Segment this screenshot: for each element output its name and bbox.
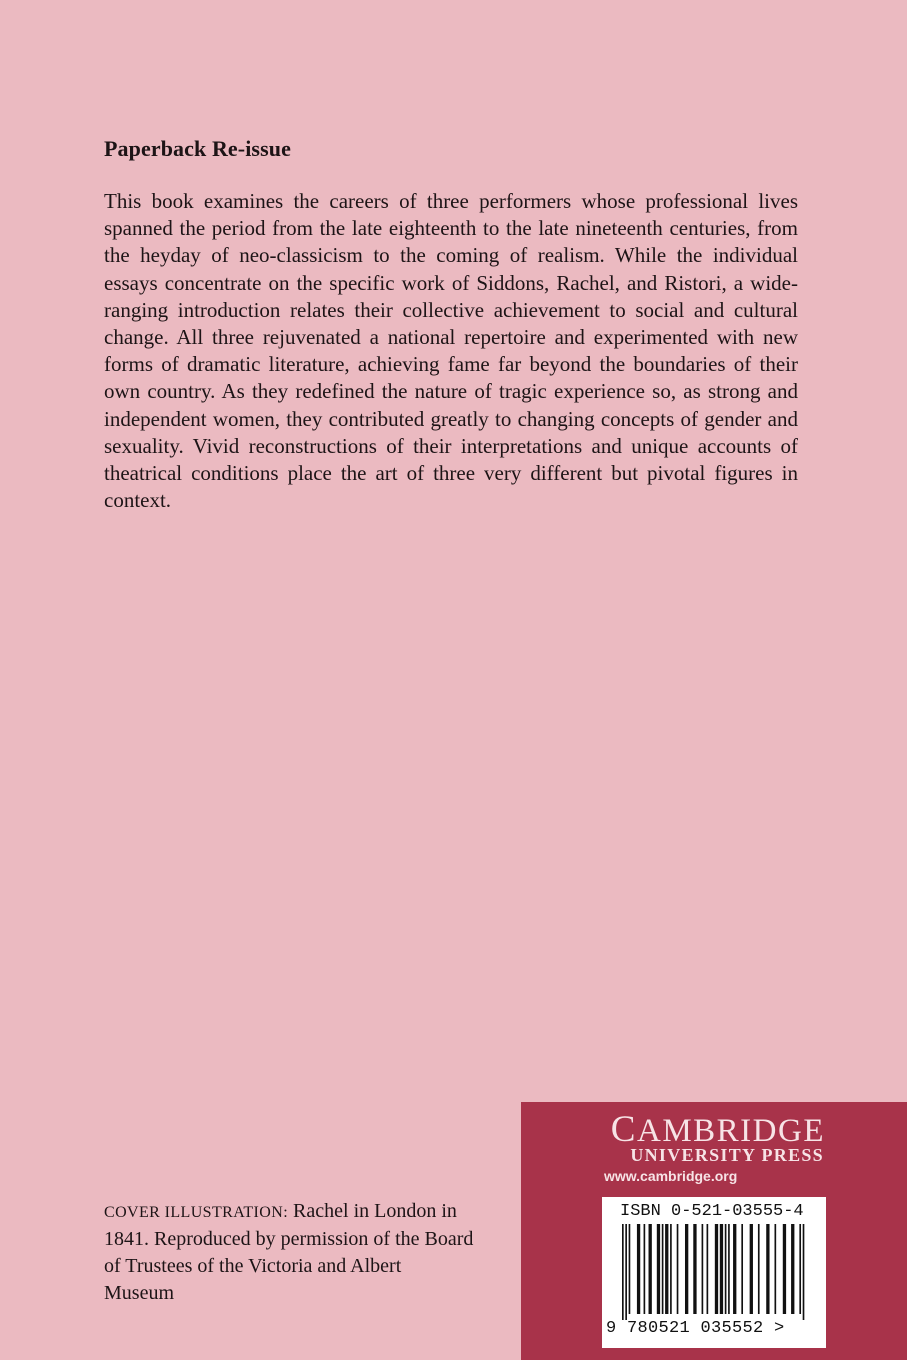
barcode-digits: 9 780521 035552 > (606, 1319, 785, 1338)
barcode-bar (725, 1224, 727, 1314)
barcode-bar (662, 1224, 664, 1314)
barcode-bar (766, 1224, 769, 1314)
barcode-bar (629, 1224, 631, 1314)
cover-illustration-label: COVER ILLUSTRATION: (104, 1204, 289, 1221)
barcode-bar (707, 1224, 709, 1314)
barcode-bar (750, 1224, 753, 1314)
cover-illustration-text: Rachel in London in 1841. Reproduced by permission of the Board of Trustees of the Victoria and Albert Museum (104, 1200, 474, 1304)
barcode-bar (715, 1224, 718, 1314)
barcode-bar (741, 1224, 743, 1314)
barcode-bar (791, 1224, 794, 1314)
barcode-bar (649, 1224, 652, 1314)
barcode-bar (670, 1224, 672, 1314)
barcode-bar (622, 1224, 624, 1320)
barcode-bar (702, 1224, 704, 1314)
publisher-name-initial: C (610, 1109, 637, 1150)
publisher-subtitle: UNIVERSITY PRESS (630, 1145, 824, 1165)
barcode-bars (622, 1224, 808, 1320)
barcode-box (602, 1197, 826, 1348)
publisher-url: www.cambridge.org (604, 1168, 738, 1184)
barcode-bar (665, 1224, 668, 1314)
barcode-bar (657, 1224, 660, 1314)
publisher-panel (521, 1102, 907, 1360)
barcode-bar (720, 1224, 723, 1314)
book-description: This book examines the careers of three performers whose professional lives spanned the period from the late eighteenth to the late nineteenth centuries, from the heyday of neo-classicism to the coming of realism. While the individual essays concentrate on the specific work of Siddons, Rachel, and Ristori, a wide-ranging introduction relates their collective achievement to social and cultural change. All three rejuvenated a national repertoire and experimented with new forms of dramatic literature, achieving fame far beyond the boundaries of their own country. As they redefined the nature of tragic experience so, as strong and independent women, they contributed greatly to changing concepts of gender and sexuality. Vivid reconstructions of their interpretations and unique accounts of theatrical conditions place the art of three very different but pivotal figures in context. (104, 189, 798, 513)
barcode-bar (775, 1224, 777, 1314)
paperback-heading: Paperback Re-issue (104, 136, 291, 161)
cover-illustration-credit (104, 1198, 476, 1307)
publisher-name-rest: AMBRIDGE (636, 1113, 825, 1149)
barcode-bar (803, 1224, 805, 1320)
barcode-bar (693, 1224, 696, 1314)
barcode-bar (685, 1224, 688, 1314)
barcode-bar (728, 1224, 730, 1314)
isbn-label: ISBN 0-521-03555-4 (620, 1202, 804, 1221)
barcode-bar (677, 1224, 679, 1314)
barcode-bar (637, 1224, 640, 1314)
barcode-bar (625, 1224, 627, 1320)
barcode-bar (733, 1224, 736, 1314)
barcode-bar (783, 1224, 786, 1314)
barcode-bar (799, 1224, 801, 1314)
barcode-bar (758, 1224, 760, 1314)
barcode-bar (644, 1224, 646, 1314)
